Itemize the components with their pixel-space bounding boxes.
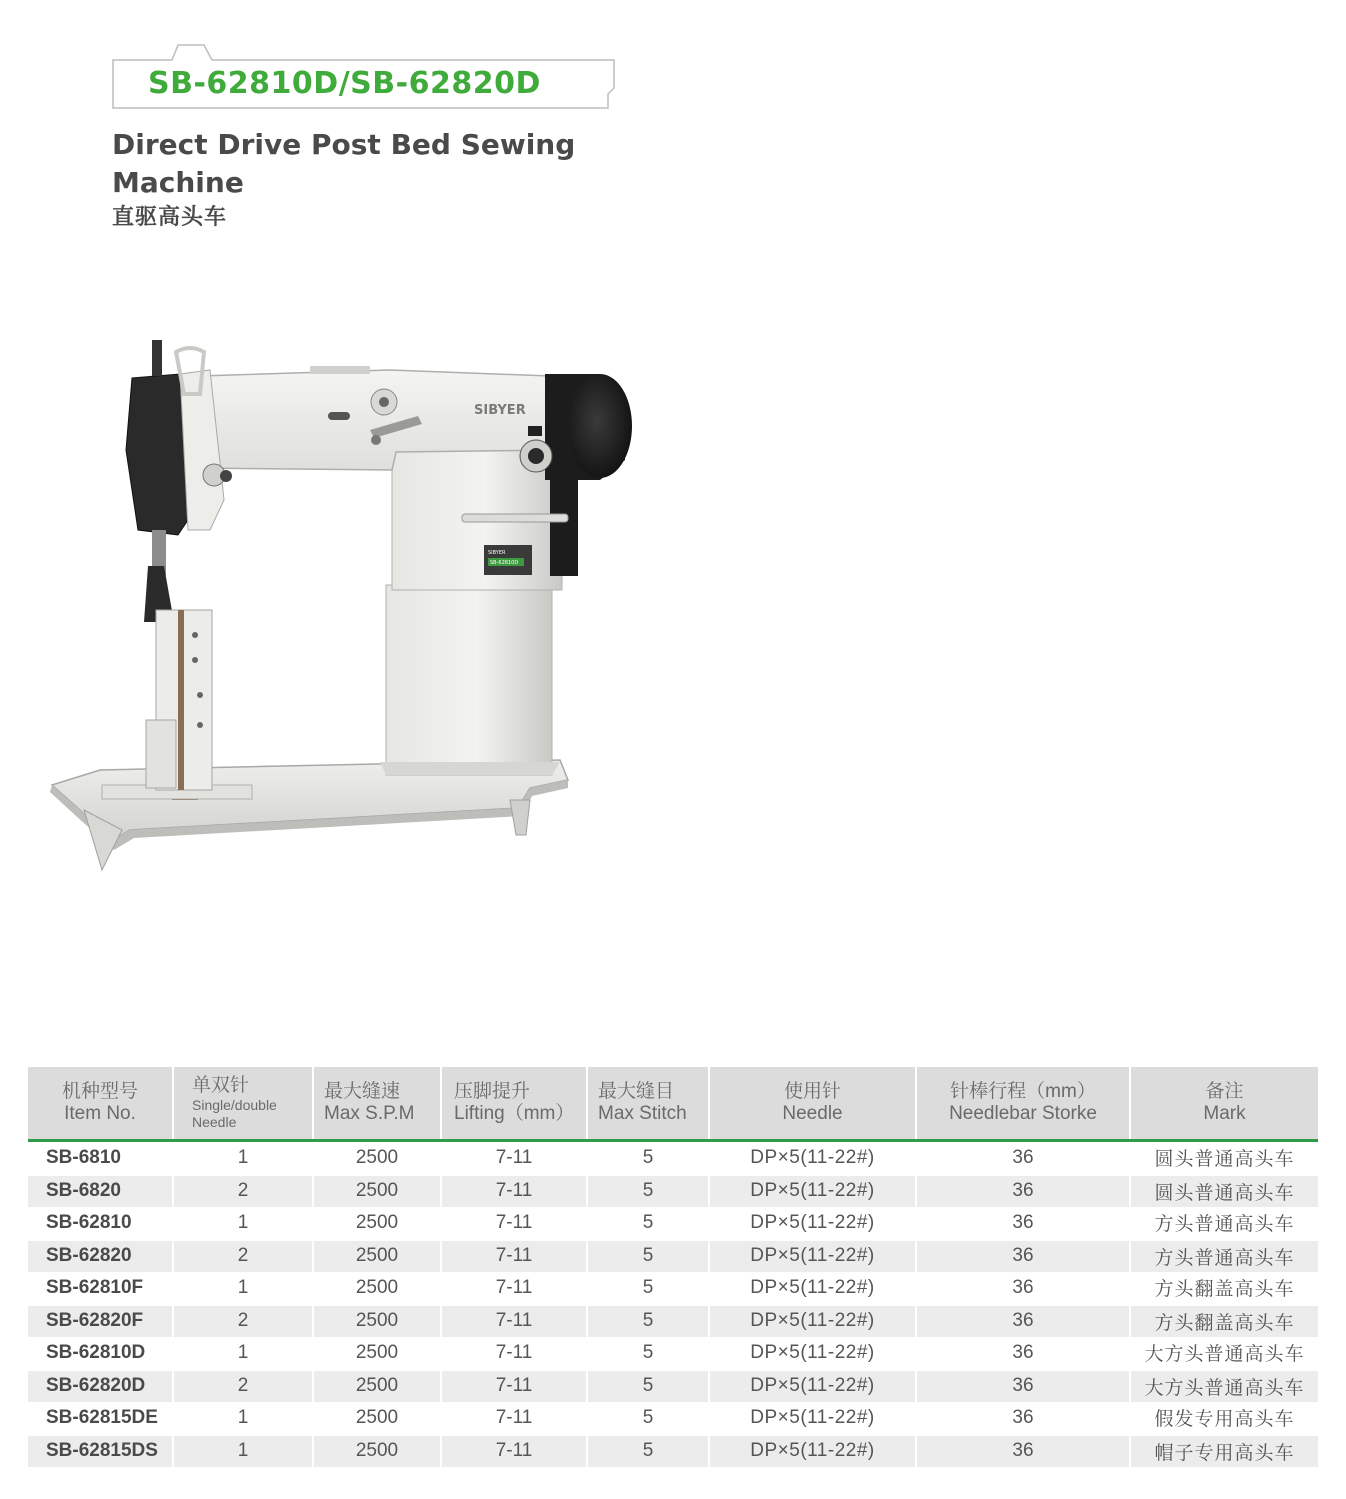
- cell-mark: 大方头普通高头车: [1130, 1370, 1318, 1403]
- table-row: [28, 1240, 1318, 1273]
- table-row: [28, 1435, 1318, 1468]
- col-header-mark: 备注 Mark: [1130, 1067, 1318, 1141]
- cell-needle: DP×5(11-22#): [709, 1402, 916, 1435]
- cell-max-stitch: 5: [587, 1337, 709, 1370]
- machine-post: [146, 610, 212, 790]
- table-row: [28, 1305, 1318, 1338]
- cell-item-no: SB-62820D: [28, 1370, 173, 1403]
- cell-needle: DP×5(11-22#): [709, 1435, 916, 1468]
- cell-needles: 1: [173, 1207, 313, 1240]
- cell-max-spm: 2500: [313, 1207, 441, 1240]
- cell-max-spm: 2500: [313, 1435, 441, 1468]
- col-header-max-stitch: 最大缝目 Max Stitch: [587, 1067, 709, 1141]
- cell-max-stitch: 5: [587, 1370, 709, 1403]
- model-plate: [484, 545, 532, 575]
- product-name: Direct Drive Post Bed Sewing Machine: [112, 128, 576, 199]
- table-row: [28, 1337, 1318, 1370]
- cell-needles: 2: [173, 1305, 313, 1338]
- table-row: [28, 1370, 1318, 1403]
- cell-needles: 2: [173, 1370, 313, 1403]
- cell-needle: DP×5(11-22#): [709, 1141, 916, 1175]
- cell-needlebar-stroke: 36: [916, 1207, 1130, 1240]
- cell-needlebar-stroke: 36: [916, 1337, 1130, 1370]
- spec-table-body: [28, 1141, 1318, 1468]
- machine-column: [380, 450, 562, 775]
- cell-lifting: 7-11: [441, 1240, 587, 1273]
- cell-item-no: SB-62815DE: [28, 1402, 173, 1435]
- cell-max-spm: 2500: [313, 1175, 441, 1208]
- cell-mark: 圆头普通高头车: [1130, 1141, 1318, 1175]
- cell-mark: 方头普通高头车: [1130, 1207, 1318, 1240]
- cell-lifting: 7-11: [441, 1272, 587, 1305]
- cell-lifting: 7-11: [441, 1207, 587, 1240]
- cell-max-spm: 2500: [313, 1272, 441, 1305]
- cell-needles: 1: [173, 1272, 313, 1305]
- cell-needle: DP×5(11-22#): [709, 1370, 916, 1403]
- table-row: [28, 1141, 1318, 1175]
- cell-item-no: SB-62820F: [28, 1305, 173, 1338]
- table-row: [28, 1402, 1318, 1435]
- cell-needlebar-stroke: 36: [916, 1141, 1130, 1175]
- model-title-tab: [112, 44, 616, 110]
- cell-max-stitch: 5: [587, 1207, 709, 1240]
- cell-item-no: SB-62810D: [28, 1337, 173, 1370]
- cell-max-spm: 2500: [313, 1305, 441, 1338]
- table-row: [28, 1175, 1318, 1208]
- cell-needles: 1: [173, 1141, 313, 1175]
- cell-needlebar-stroke: 36: [916, 1435, 1130, 1468]
- machine-image: [40, 330, 660, 890]
- cell-max-spm: 2500: [313, 1370, 441, 1403]
- cell-max-spm: 2500: [313, 1141, 441, 1175]
- cell-needlebar-stroke: 36: [916, 1175, 1130, 1208]
- col-header-needlebar-stroke: 针棒行程（mm） Needlebar Storke: [916, 1067, 1130, 1141]
- cell-needles: 2: [173, 1175, 313, 1208]
- cell-needle: DP×5(11-22#): [709, 1240, 916, 1273]
- cell-mark: 方头翻盖高头车: [1130, 1272, 1318, 1305]
- col-header-needles: 单双针 Single/double Needle: [173, 1067, 313, 1141]
- table-header-row: [28, 1067, 1318, 1141]
- cell-mark: 大方头普通高头车: [1130, 1337, 1318, 1370]
- col-header-needle: 使用针 Needle: [709, 1067, 916, 1141]
- table-row: [28, 1207, 1318, 1240]
- cell-item-no: SB-6820: [28, 1175, 173, 1208]
- cell-max-stitch: 5: [587, 1435, 709, 1468]
- cell-needlebar-stroke: 36: [916, 1402, 1130, 1435]
- cell-item-no: SB-62810F: [28, 1272, 173, 1305]
- model-title: SB-62810D/SB-62820D: [148, 66, 541, 101]
- model-plate-model: SB-62810D: [490, 560, 519, 566]
- col-header-spm: 最大缝速 Max S.P.M: [313, 1067, 441, 1141]
- model-plate-brand: SIBYER: [488, 550, 506, 556]
- cell-max-stitch: 5: [587, 1175, 709, 1208]
- machine-brand-text: SIBYER: [474, 403, 526, 418]
- cell-lifting: 7-11: [441, 1370, 587, 1403]
- cell-needles: 1: [173, 1337, 313, 1370]
- col-header-lifting: 压脚提升 Lifting（mm）: [441, 1067, 587, 1141]
- cell-needle: DP×5(11-22#): [709, 1175, 916, 1208]
- cell-lifting: 7-11: [441, 1141, 587, 1175]
- cell-item-no: SB-62820: [28, 1240, 173, 1273]
- cell-needles: 2: [173, 1240, 313, 1273]
- table-row: [28, 1272, 1318, 1305]
- cell-needles: 1: [173, 1435, 313, 1468]
- product-name-cn: 直驱高头车: [112, 205, 228, 230]
- cell-item-no: SB-62815DS: [28, 1435, 173, 1468]
- cell-mark: 假发专用高头车: [1130, 1402, 1318, 1435]
- cell-max-stitch: 5: [587, 1240, 709, 1273]
- cell-max-spm: 2500: [313, 1402, 441, 1435]
- cell-mark: 方头普通高头车: [1130, 1240, 1318, 1273]
- cell-item-no: SB-6810: [28, 1141, 173, 1175]
- cell-lifting: 7-11: [441, 1305, 587, 1338]
- cell-max-stitch: 5: [587, 1272, 709, 1305]
- cell-max-stitch: 5: [587, 1305, 709, 1338]
- cell-lifting: 7-11: [441, 1435, 587, 1468]
- cell-lifting: 7-11: [441, 1402, 587, 1435]
- cell-needle: DP×5(11-22#): [709, 1207, 916, 1240]
- cell-max-stitch: 5: [587, 1141, 709, 1175]
- cell-needlebar-stroke: 36: [916, 1240, 1130, 1273]
- cell-needle: DP×5(11-22#): [709, 1337, 916, 1370]
- cell-needle: DP×5(11-22#): [709, 1272, 916, 1305]
- cell-max-spm: 2500: [313, 1337, 441, 1370]
- cell-needle: DP×5(11-22#): [709, 1305, 916, 1338]
- cell-needlebar-stroke: 36: [916, 1305, 1130, 1338]
- cell-mark: 方头翻盖高头车: [1130, 1305, 1318, 1338]
- cell-max-stitch: 5: [587, 1402, 709, 1435]
- machine-base: [50, 760, 568, 870]
- cell-lifting: 7-11: [441, 1337, 587, 1370]
- cell-needlebar-stroke: 36: [916, 1272, 1130, 1305]
- cell-mark: 帽子专用高头车: [1130, 1435, 1318, 1468]
- cell-needles: 1: [173, 1402, 313, 1435]
- cell-item-no: SB-62810: [28, 1207, 173, 1240]
- cell-max-spm: 2500: [313, 1240, 441, 1273]
- spec-table: [28, 1067, 1318, 1467]
- col-header-item-no: 机种型号 Item No.: [28, 1067, 173, 1141]
- cell-lifting: 7-11: [441, 1175, 587, 1208]
- cell-mark: 圆头普通高头车: [1130, 1175, 1318, 1208]
- cell-needlebar-stroke: 36: [916, 1370, 1130, 1403]
